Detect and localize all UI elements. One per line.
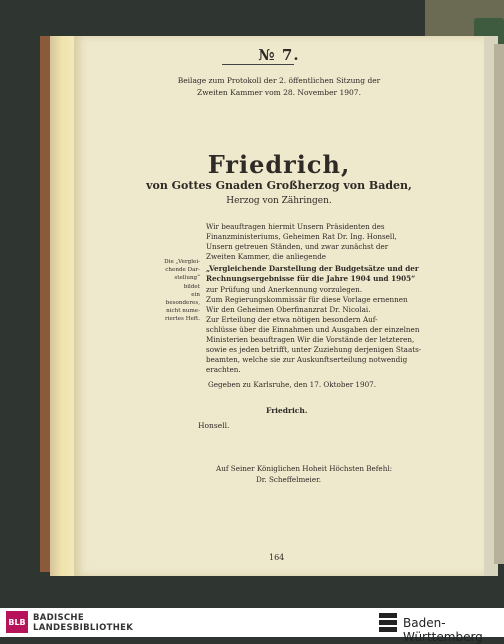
body-line: Ministerien beauftragen Wir die Vorstände der letzteren, — [206, 335, 415, 344]
baden-wuerttemberg-crest-icon — [378, 611, 398, 633]
body-line: sowie es jeden betrifft, unter Zuziehung derjenigen Staats- — [206, 345, 422, 354]
margin-note-line: nicht nume- — [166, 308, 200, 315]
margin-note — [158, 258, 200, 324]
body-line-bold: „Vergleichende Darstellung der Budgetsätze und der — [206, 264, 419, 273]
body-line: Wir beauftragen hiermit Unsern Präsidenten des — [206, 222, 385, 231]
body-line: Zur Erteilung der etwa nötigen besondern Auf- — [206, 315, 378, 324]
title-line-2: von Gottes Gnaden Großherzog von Baden, — [146, 179, 412, 192]
order-line-1: Auf Seiner Königlichen Hoheit Höchsten Befehl: — [216, 464, 393, 473]
margin-note-line: Die „Verglei- — [164, 259, 200, 265]
body-line: zur Prüfung und Anerkennung vorzulegen. — [206, 285, 363, 294]
margin-note-line: ein besonderes, — [165, 291, 200, 307]
next-page-edge — [494, 44, 504, 564]
margin-note-line: riertes Heft. — [165, 316, 200, 323]
document-number: № 7. — [258, 46, 300, 64]
blb-logo-badge[interactable]: BLB — [6, 611, 28, 633]
margin-note-line: chende Dar- — [165, 267, 200, 274]
library-name-line-1[interactable]: BADISCHE — [33, 613, 84, 623]
header-rule — [222, 64, 294, 65]
dateline: Gegeben zu Karlsruhe, den 17. Oktober 1907. — [208, 380, 377, 389]
body-line: Zum Regierungskommissär für diese Vorlage ernennen — [206, 295, 408, 304]
header-subtitle-2: Zweiten Kammer vom 28. November 1907. — [197, 88, 361, 97]
body-line: beamten, welche sie zur Auskunftserteilung notwendig — [206, 355, 408, 364]
order-line-2: Dr. Scheffelmeier. — [256, 475, 322, 484]
body-line: erachten. — [206, 365, 241, 374]
title-line-3: Herzog von Zähringen. — [226, 196, 332, 206]
library-name-line-2[interactable]: LANDESBIBLIOTHEK — [33, 623, 134, 633]
signature: Friedrich. — [266, 406, 308, 415]
body-line: Zweiten Kammer, die anliegende — [206, 252, 327, 261]
body-line: schlüsse über die Einnahmen und Ausgaben der einzelnen — [206, 325, 420, 334]
countersignature: Honsell. — [198, 421, 230, 430]
margin-note-line: stellung“ bildet — [174, 275, 200, 290]
header-subtitle-1: Beilage zum Protokoll der 2. öffentlichen Sitzung der — [177, 76, 381, 85]
state-label[interactable]: Baden-Württemberg — [403, 616, 483, 644]
title-name: Friedrich, — [207, 150, 351, 179]
page-number: 164 — [269, 553, 285, 562]
body-line: Wir den Geheimen Oberfinanzrat Dr. Nicolai. — [206, 305, 371, 314]
body-line: Finanzministeriums, Geheimen Rat Dr. Ing. Honsell, — [206, 232, 397, 241]
body-line-bold: Rechnungsergebnisse für die Jahre 1904 und 1905“ — [206, 274, 416, 283]
body-line: Unsern getreuen Ständen, und zwar zunächst der — [206, 242, 389, 251]
